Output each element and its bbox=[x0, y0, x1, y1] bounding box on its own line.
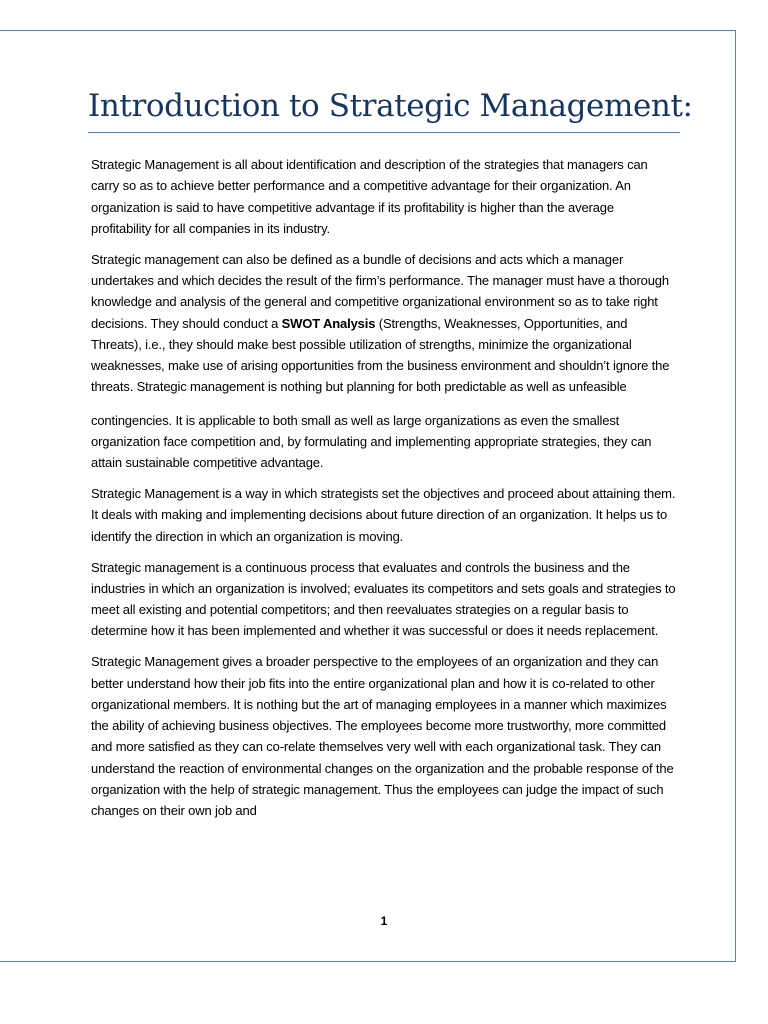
title-underline-rule bbox=[88, 132, 680, 133]
document-body bbox=[91, 154, 676, 831]
paragraph-1: Strategic Management is all about identification and description of the strategies that managers can carry so as to achieve better performance and a competitive advantage for their organization. An organization is said to have competitive advantage if its profitability is higher than the average profitability for all companies in its industry. bbox=[91, 157, 648, 236]
document-title: Introduction to Strategic Management: bbox=[88, 88, 693, 124]
paragraph-5: Strategic management is a continuous process that evaluates and controls the business and the industries in which an organization is involved; evaluates its competitors and sets goals and strategies to meet all existing and potential competitors; and then reevaluates strategies on a regular basis to determine how it has been implemented and whether it was successful or does it needs replacement. bbox=[91, 559, 676, 639]
paragraph-4: Strategic Management is a way in which strategists set the objectives and proceed about attaining them. It deals with making and implementing decisions about future direction of an organization. It helps us to identify the direction in which an organization is moving. bbox=[91, 486, 676, 544]
paragraph-2 bbox=[91, 249, 676, 398]
page-number: 1 bbox=[380, 914, 388, 928]
paragraph-3: contingencies. It is applicable to both small as well as large organizations as even the smallest organization face competition and, by formulating and implementing appropriate strategies, they can attain sustainable competitive advantage. bbox=[91, 412, 652, 471]
paragraph-6: Strategic Management gives a broader perspective to the employees of an organization and they can better understand how their job fits into the entire organizational plan and how it is co-related to other organizational members. It is nothing but the art of managing employees in a manner which maximizes the ability of achieving business objectives. The employees become more trustworthy, more committed and more satisfied as they can co-relate themselves very well with each organizational task. They can understand the reaction of environmental changes on the organization and the probable response of the organization with the help of strategic management. Thus the employees can judge the impact of such changes on their own job and bbox=[91, 654, 674, 819]
paragraph-2-text-before: Strategic management can also be defined as a bundle of decisions and acts which a manager undertakes and which decides the result of the firm’s performance. The manager must have a thorough knowledge and analysis of the general and competitive organizational environment so as to take right decisions. They should conduct a bbox=[91, 251, 669, 331]
swot-analysis-bold-term: SWOT Analysis bbox=[281, 315, 376, 331]
paragraph-2-text-after: (Strengths, Weaknesses, Opportunities, and Threats), i.e., they should make best possible utilization of strengths, minimize the organizational weaknesses, make use of arising opportunities from the business environment and shouldn’t ignore the threats. Strategic management is nothing but planning for both predictable as well as unfeasible bbox=[91, 315, 670, 395]
